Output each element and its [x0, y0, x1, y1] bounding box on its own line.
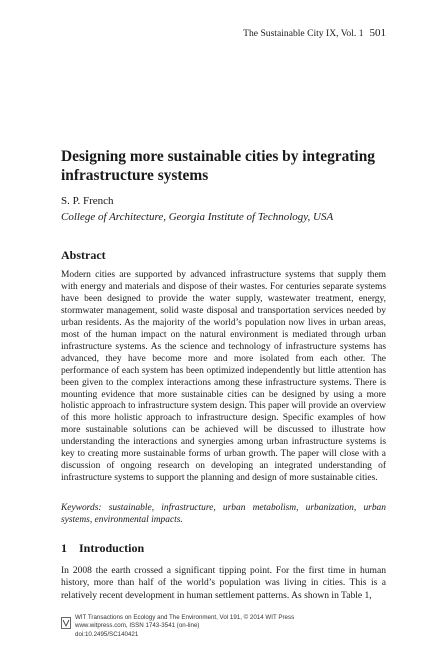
- running-title: The Sustainable City IX, Vol. 1: [243, 28, 364, 39]
- abstract-text: Modern cities are supported by advanced infrastructure systems that supply them with energy and materials and dispose of their wastes. For centuries separate systems have been designed to provide the water supply, wastewater treatment, energy, stormwater management, solid waste disposal and transportation services needed by urban residents. As the majority of the world’s population now lives in urban areas, most of the human impact on the natural environment is mediated through urban infrastructure systems. As the science and technology of infrastructure systems has advanced, they have become more and more isolated from each other. The performance of each system has been optimized independently but little attention has been given to the complex interactions among these infrastructure systems. There is mounting evidence that more sustainable cities can be designed by using a more holistic approach to infrastructure system design. This paper will provide an overview of this more holistic approach to infrastructure design. Specific examples of how more sustainable solutions can be achieved will be discussed to illustrate how understanding the interactions and synergies among urban infrastructure systems is key to creating more sustainable forms of urban growth. The paper will close with a discussion of ongoing research on developing an integrated understanding of infrastructure systems to support the planning and design of more sustainable cities.: [61, 270, 386, 484]
- page-number: 501: [369, 27, 386, 39]
- running-head: [243, 27, 386, 39]
- section-title: Introduction: [79, 541, 145, 555]
- publisher-logo-icon: [61, 617, 71, 629]
- paper-title: Designing more sustainable cities by integrating infrastructure systems: [61, 148, 375, 184]
- author-affiliation: College of Architecture, Georgia Institute of Technology, USA: [61, 211, 334, 223]
- footer-journal: WIT Transactions on Ecology and The Environment, Vol 191, © 2014 WIT Press: [75, 614, 295, 621]
- section-heading-introduction: [61, 541, 144, 556]
- author-names: S. P. French: [61, 195, 114, 207]
- footer-doi: doi:10.2495/SC140421: [75, 630, 139, 638]
- abstract-heading: Abstract: [61, 248, 106, 262]
- introduction-text: In 2008 the earth crossed a significant tipping point. For the first time in human history, more than half of the world’s population was living in cities. This is a relatively recent development in human settlement patterns. As shown in Table 1,: [61, 565, 386, 601]
- section-number: 1: [61, 541, 67, 555]
- footer-website: www.witpress.com, ISSN 1743-3541 (on-line): [75, 622, 200, 630]
- keywords: Keywords: sustainable, infrastructure, urban metabolism, urbanization, urban systems, environmental impacts.: [61, 503, 386, 525]
